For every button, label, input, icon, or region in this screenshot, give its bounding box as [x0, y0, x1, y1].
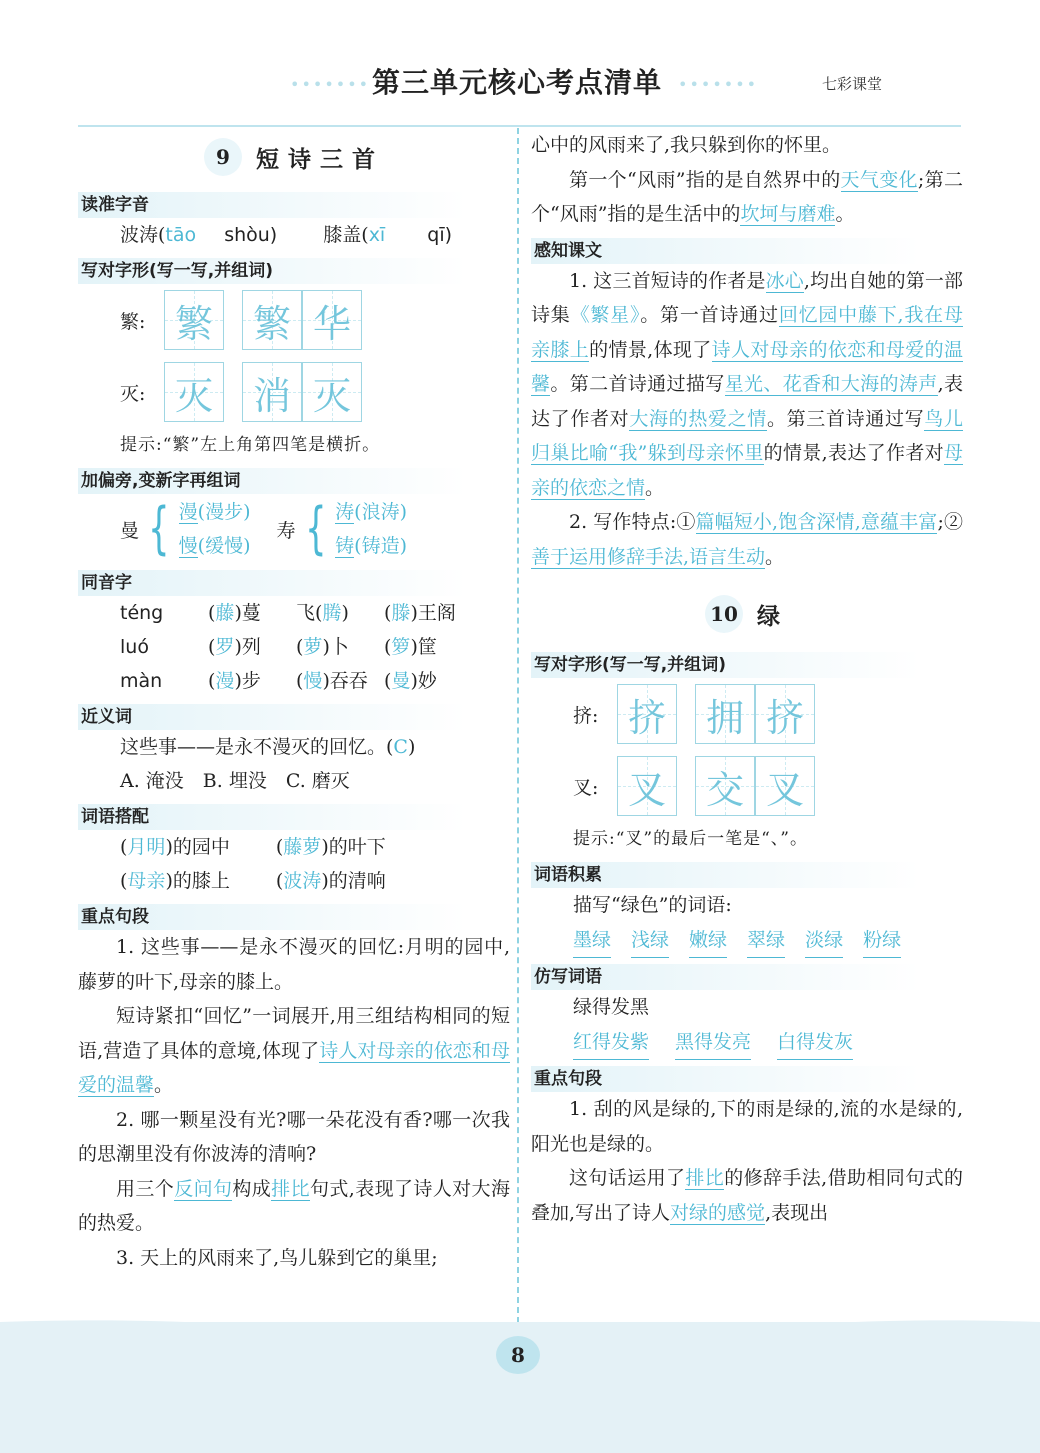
word-item: 嫩绿: [689, 922, 727, 958]
collocation-row: (月明)的园中 (藤萝)的叶下: [120, 836, 386, 858]
accumulate-intro: 描写“绿色”的词语:: [573, 894, 732, 916]
brace-icon: {: [148, 496, 170, 561]
lesson-heading: [531, 582, 963, 646]
pron-answer: tāo: [165, 224, 197, 246]
char-grid-row: 繁: 繁 繁 华: [78, 284, 510, 356]
analysis-paragraph: 短诗紧扣“回忆”一词展开,用三组结构相同的短语,营造了具体的意境,体现了诗人对母亲的依恋和母爱的温馨。: [78, 1005, 510, 1096]
green-words: [531, 922, 963, 958]
synonym-options: A. 淹没 B. 埋没 C. 磨灭: [120, 770, 350, 792]
pronunciation-line: 波涛(tāo shòu) 膝盖(xī qī): [120, 224, 453, 246]
lesson-heading: [78, 128, 510, 186]
writing-box: 挤: [617, 684, 677, 744]
key-sentence: 3. 天上的风雨来了,鸟儿躲到它的巢里;: [116, 1246, 438, 1269]
key-sentence: 1. 刮的风是绿的,下的雨是绿的,流的水是绿的,阳光也是绿的。: [531, 1098, 963, 1155]
word-item: 粉绿: [863, 922, 901, 958]
analysis-paragraph: 2. 写作特点:①篇幅短小,饱含深情,意蕴丰富;②善于运用修辞手法,语言生动。: [531, 511, 963, 568]
left-column: [78, 128, 510, 1275]
right-column: [531, 128, 963, 1230]
section-heading: 写对字形(写一写,并组词): [78, 258, 510, 284]
lesson-title: 短诗三首: [256, 145, 384, 173]
imitation-words: [531, 1024, 963, 1060]
writing-box: 挤: [755, 684, 815, 744]
key-sentence: 心中的风雨来了,我只躲到你的怀里。: [531, 134, 842, 156]
page-title: 第三单元核心考点清单: [372, 66, 663, 99]
word-item: 红得发紫: [573, 1024, 649, 1060]
decor-dots-left: •••••••: [290, 75, 371, 94]
section-heading: 重点句段: [531, 1066, 963, 1092]
radical-group: 曼 { 漫(漫步) 慢(缓慢) 寿 { 涛(浪涛) 铸(铸造): [120, 496, 407, 561]
writing-box: 灭: [164, 362, 224, 422]
word-item: 淡绿: [805, 922, 843, 958]
lesson-number: 9: [204, 138, 242, 176]
homophone-row: téng (藤)蔓 飞(腾) (滕)王阁: [120, 602, 456, 624]
analysis-paragraph: 第一个“风雨”指的是自然界中的天气变化;第二个“风雨”指的是生活中的坎坷与磨难。: [531, 168, 963, 225]
word-item: 翠绿: [747, 922, 785, 958]
synonym-question: 这些事——是永不漫灭的回忆。(C): [120, 736, 416, 758]
tip-text: 提示:“叉”的最后一笔是“、”。: [573, 829, 808, 849]
homophone-row: màn (漫)步 (慢)吞吞 (曼)妙: [120, 670, 437, 692]
page-number: 8: [496, 1336, 540, 1374]
tip-text: 提示:“繁”左上角第四笔是横折。: [120, 435, 381, 455]
page-footer: [0, 1322, 1040, 1453]
pron-answer: xī: [368, 224, 386, 246]
writing-box: 交: [695, 756, 755, 816]
section-heading: 近义词: [78, 704, 510, 730]
column-divider: [517, 128, 519, 1323]
page-header: [0, 55, 1040, 115]
word-item: 白得发灰: [777, 1024, 853, 1060]
writing-box: 叉: [755, 756, 815, 816]
char-grid-row: 叉: 叉 交 叉: [531, 750, 963, 822]
section-heading: 同音字: [78, 570, 510, 596]
writing-box: 消: [242, 362, 302, 422]
header-rule: [78, 125, 961, 127]
brand-label: 七彩课堂: [822, 75, 883, 93]
writing-box: 华: [302, 290, 362, 350]
analysis-paragraph: 这句话运用了排比的修辞手法,借助相同句式的叠加,写出了诗人对绿的感觉,表现出: [531, 1167, 963, 1224]
section-heading: 加偏旁,变新字再组词: [78, 468, 510, 494]
lesson-number: 10: [705, 595, 743, 633]
section-heading: 写对字形(写一写,并组词): [531, 652, 963, 678]
writing-box: 叉: [617, 756, 677, 816]
section-heading: 仿写词语: [531, 964, 963, 990]
writing-box: 灭: [302, 362, 362, 422]
key-sentence: 2. 哪一颗星没有光?哪一朵花没有香?哪一次我的思潮里没有你波涛的清响?: [78, 1108, 510, 1165]
writing-box: 繁: [242, 290, 302, 350]
section-heading: 感知课文: [531, 238, 963, 264]
section-heading: 词语积累: [531, 862, 963, 888]
homophone-row: luó (罗)列 (萝)卜 (箩)筐: [120, 636, 437, 658]
collocation-row: (母亲)的膝上 (波涛)的清响: [120, 870, 386, 892]
word-item: 黑得发亮: [675, 1024, 751, 1060]
writing-box: 繁: [164, 290, 224, 350]
section-heading: 词语搭配: [78, 804, 510, 830]
lesson-title: 绿: [757, 602, 789, 630]
imitation-base: 绿得发黑: [573, 996, 650, 1018]
decor-dots-right: •••••••: [678, 75, 759, 94]
word-item: 墨绿: [573, 922, 611, 958]
key-sentence: 1. 这些事——是永不漫灭的回忆:月明的园中,藤萝的叶下,母亲的膝上。: [78, 936, 510, 993]
char-grid-row: 挤: 挤 拥 挤: [531, 678, 963, 750]
word-item: 浅绿: [631, 922, 669, 958]
section-heading: 读准字音: [78, 192, 510, 218]
char-grid-row: 灭: 灭 消 灭: [78, 356, 510, 428]
writing-box: 拥: [695, 684, 755, 744]
brace-icon: {: [304, 496, 327, 561]
analysis-paragraph: 1. 这三首短诗的作者是冰心,均出自她的第一部诗集《繁星》。第一首诗通过回忆园中藤下,我在母亲膝上的情景,体现了诗人对母亲的依恋和母爱的温馨。第二首诗通过描写星光、花香和大海的涛声,表达了作者对大海的热爱之情。第三首诗通过写鸟儿归巢比喻“我”躲到母亲怀里的情景,表达了作者对母亲的依恋之情。: [531, 269, 963, 499]
analysis-paragraph: 用三个反问句构成排比句式,表现了诗人对大海的热爱。: [78, 1177, 510, 1234]
section-heading: 重点句段: [78, 904, 510, 930]
